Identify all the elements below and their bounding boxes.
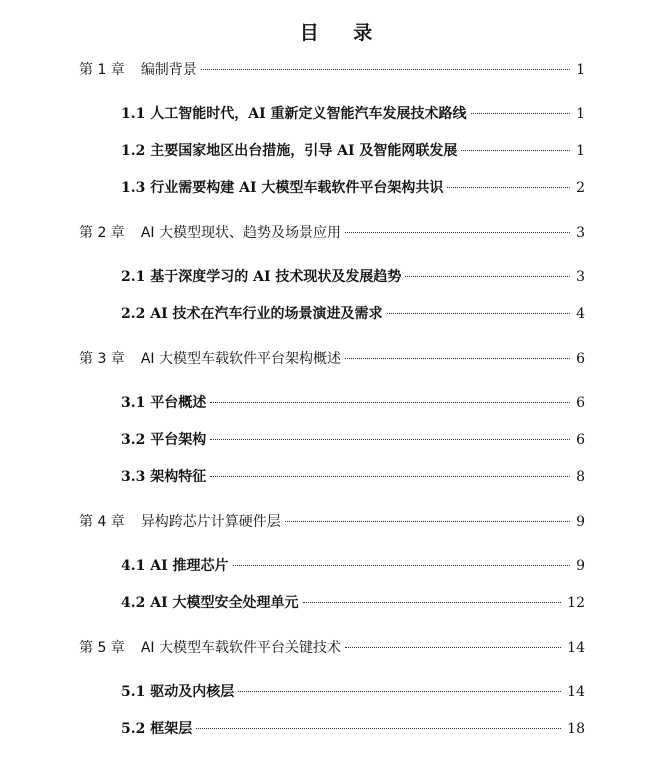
dot-leader [303, 602, 562, 603]
page-number: 2 [576, 180, 585, 196]
toc-entry-section-2-2[interactable] [121, 304, 585, 324]
section-title: 1.3 行业需要构建 AI 大模型车载软件平台架构共识 [121, 180, 444, 196]
toc-entry-chapter-3[interactable] [79, 349, 585, 369]
toc-entry-section-5-1[interactable] [121, 682, 585, 702]
chapter-title: 异构跨芯片计算硬件层 [140, 514, 281, 530]
chapter-number: 第 1 章 [79, 62, 125, 78]
chapter-number: 第 3 章 [79, 351, 125, 367]
toc-entry-section-1-2[interactable] [121, 141, 585, 161]
toc-entry-section-1-1[interactable] [121, 104, 585, 124]
page-number: 1 [576, 106, 585, 122]
chapter-title: 编制背景 [140, 62, 197, 78]
page-number: 6 [576, 351, 585, 367]
dot-leader [285, 521, 570, 522]
dot-leader [345, 358, 570, 359]
page-number: 12 [567, 595, 585, 611]
page-number: 3 [576, 269, 585, 285]
toc-entry-chapter-4[interactable] [79, 512, 585, 532]
chapter-number: 第 2 章 [79, 225, 125, 241]
dot-leader [210, 439, 570, 440]
page-number: 8 [576, 469, 585, 485]
toc-entry-section-3-3[interactable] [121, 467, 585, 487]
chapter-title: AI 大模型车载软件平台架构概述 [140, 351, 341, 367]
section-title: 1.1 人工智能时代，AI 重新定义智能汽车发展技术路线 [121, 106, 467, 122]
section-title: 5.2 框架层 [121, 721, 193, 737]
section-title: 1.2 主要国家地区出台措施，引导 AI 及智能网联发展 [121, 143, 458, 159]
toc-entry-section-4-2[interactable] [121, 593, 585, 613]
toc-entry-chapter-5[interactable] [79, 638, 585, 658]
section-title: 3.3 架构特征 [121, 469, 207, 485]
section-title: 2.2 AI 技术在汽车行业的场景演进及需求 [121, 306, 383, 322]
toc-entry-chapter-1[interactable] [79, 60, 585, 80]
page-number: 4 [576, 306, 585, 322]
chapter-number: 第 5 章 [79, 640, 125, 656]
page-number: 18 [567, 721, 585, 737]
section-title: 5.1 驱动及内核层 [121, 684, 235, 700]
toc-entry-section-5-2[interactable] [121, 719, 585, 739]
dot-leader [447, 187, 570, 188]
dot-leader [405, 276, 570, 277]
toc-title: 目 录 [299, 22, 387, 44]
page-number: 6 [576, 395, 585, 411]
dot-leader [210, 402, 570, 403]
chapter-title: AI 大模型现状、趋势及场景应用 [140, 225, 341, 241]
chapter-number: 第 4 章 [79, 514, 125, 530]
section-title: 3.1 平台概述 [121, 395, 207, 411]
page-number: 3 [576, 225, 585, 241]
page-number: 14 [567, 684, 585, 700]
dot-leader [238, 691, 561, 692]
page-number: 1 [576, 143, 585, 159]
toc-entry-section-3-1[interactable] [121, 393, 585, 413]
dot-leader [387, 313, 571, 314]
section-title: 3.2 平台架构 [121, 432, 207, 448]
toc-entry-section-3-2[interactable] [121, 430, 585, 450]
dot-leader [461, 150, 570, 151]
dot-leader [210, 476, 570, 477]
page-number: 14 [567, 640, 585, 656]
section-title: 4.1 AI 推理芯片 [121, 558, 229, 574]
section-title: 4.2 AI 大模型安全处理单元 [121, 595, 299, 611]
page-number: 6 [576, 432, 585, 448]
dot-leader [233, 565, 571, 566]
page-number: 1 [576, 62, 585, 78]
chapter-title: AI 大模型车载软件平台关键技术 [140, 640, 341, 656]
toc-entry-section-1-3[interactable] [121, 178, 585, 198]
dot-leader [345, 647, 561, 648]
dot-leader [471, 113, 571, 114]
toc-entry-section-4-1[interactable] [121, 556, 585, 576]
page-number: 9 [576, 514, 585, 530]
page-number: 9 [576, 558, 585, 574]
dot-leader [345, 232, 570, 233]
toc-entry-chapter-2[interactable] [79, 223, 585, 243]
dot-leader [196, 728, 561, 729]
dot-leader [201, 69, 570, 70]
toc-entry-section-2-1[interactable] [121, 267, 585, 287]
section-title: 2.1 基于深度学习的 AI 技术现状及发展趋势 [121, 269, 402, 285]
